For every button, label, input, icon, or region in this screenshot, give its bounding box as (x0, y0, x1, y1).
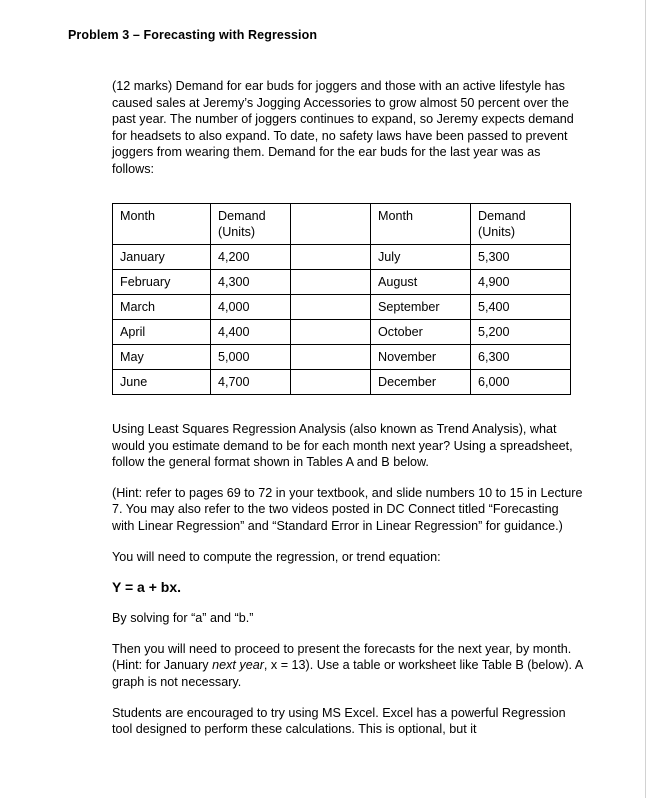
cell-demand-left: 4,300 (211, 270, 291, 295)
cell-month-right: September (371, 295, 471, 320)
intro-paragraph: (12 marks) Demand for ear buds for joggers and those with an active lifestyle has caused sales at Jeremy’s Jogging Accessories to grow almost 50 percent over the past year. The number of joggers continues to expand, so Jeremy expects demand for headsets to also expand. To date, no safety laws have been passed to prevent joggers from wearing them. Demand for the ear buds for the last year was as follows: (112, 79, 574, 176)
cell-demand-right: 5,300 (471, 245, 571, 270)
table-row (113, 245, 571, 270)
header-demand-right-line1: Demand (478, 209, 526, 223)
table-row (113, 270, 571, 295)
cell-month-right: December (371, 370, 471, 395)
header-demand-left-line1: Demand (218, 209, 266, 223)
cell-demand-right: 5,200 (471, 320, 571, 345)
cell-month-right: November (371, 345, 471, 370)
demand-table (112, 203, 571, 395)
table-row (113, 320, 571, 345)
cell-demand-left: 4,700 (211, 370, 291, 395)
cell-spacer (291, 295, 371, 320)
cell-demand-right: 6,300 (471, 345, 571, 370)
cell-demand-left: 4,400 (211, 320, 291, 345)
header-spacer-cell (291, 204, 371, 245)
header-demand-right (471, 204, 571, 245)
cell-month-left: March (113, 295, 211, 320)
cell-demand-left: 5,000 (211, 345, 291, 370)
header-month-left: Month (113, 204, 211, 245)
header-demand-left-line2: (Units) (218, 225, 256, 239)
solving-paragraph: By solving for “a” and “b.” (112, 611, 254, 626)
excel-paragraph: Students are encouraged to try using MS Excel. Excel has a powerful Regression tool designed to perform these calculations. This is optional, but it (112, 705, 566, 737)
instructions-section (112, 421, 584, 752)
compute-equation-paragraph: You will need to compute the regression, or trend equation: (112, 549, 441, 564)
cell-spacer (291, 245, 371, 270)
cell-demand-right: 6,000 (471, 370, 571, 395)
cell-month-left: April (113, 320, 211, 345)
forecast-paragraph (112, 641, 584, 691)
cell-spacer (291, 270, 371, 295)
cell-demand-left: 4,000 (211, 295, 291, 320)
cell-month-right: July (371, 245, 471, 270)
cell-spacer (291, 370, 371, 395)
cell-spacer (291, 320, 371, 345)
cell-demand-left: 4,200 (211, 245, 291, 270)
cell-month-right: October (371, 320, 471, 345)
cell-demand-right: 5,400 (471, 295, 571, 320)
cell-spacer (291, 345, 371, 370)
cell-month-left: June (113, 370, 211, 395)
header-demand-left (211, 204, 291, 245)
cell-month-left: January (113, 245, 211, 270)
page-title: Problem 3 – Forecasting with Regression (68, 28, 318, 42)
cell-demand-right: 4,900 (471, 270, 571, 295)
table-row (113, 370, 571, 395)
table-row (113, 345, 571, 370)
forecast-paragraph-part2: , x = 13). Use a table or worksheet like Table B (below). A graph is not necessary. (112, 658, 583, 689)
forecast-paragraph-emphasis: next year (212, 658, 264, 673)
cell-month-right: August (371, 270, 471, 295)
regression-instructions-paragraph: Using Least Squares Regression Analysis (also known as Trend Analysis), what would you estimate demand to be for each month next year? Using a spreadsheet, follow the general format shown in Tables A and B below. (112, 422, 573, 470)
header-month-right: Month (371, 204, 471, 245)
table-header-row (113, 204, 571, 245)
header-demand-right-line2: (Units) (478, 225, 516, 239)
table-row (113, 295, 571, 320)
forecast-paragraph-part1: Then you will need to proceed to present the forecasts for the next year, by month. (Hint: for January (112, 641, 572, 673)
page-edge-rule (645, 0, 646, 798)
hint-paragraph: (Hint: refer to pages 69 to 72 in your textbook, and slide numbers 10 to 15 in Lecture 7. You may also refer to the two videos posted in DC Connect titled “Forecasting with Linear Regression” and “Standard Error in Linear Regression” for guidance.) (112, 485, 583, 533)
intro-section (112, 78, 584, 192)
trend-equation: Y = a + bx. (112, 579, 182, 596)
cell-month-left: February (113, 270, 211, 295)
cell-month-left: May (113, 345, 211, 370)
